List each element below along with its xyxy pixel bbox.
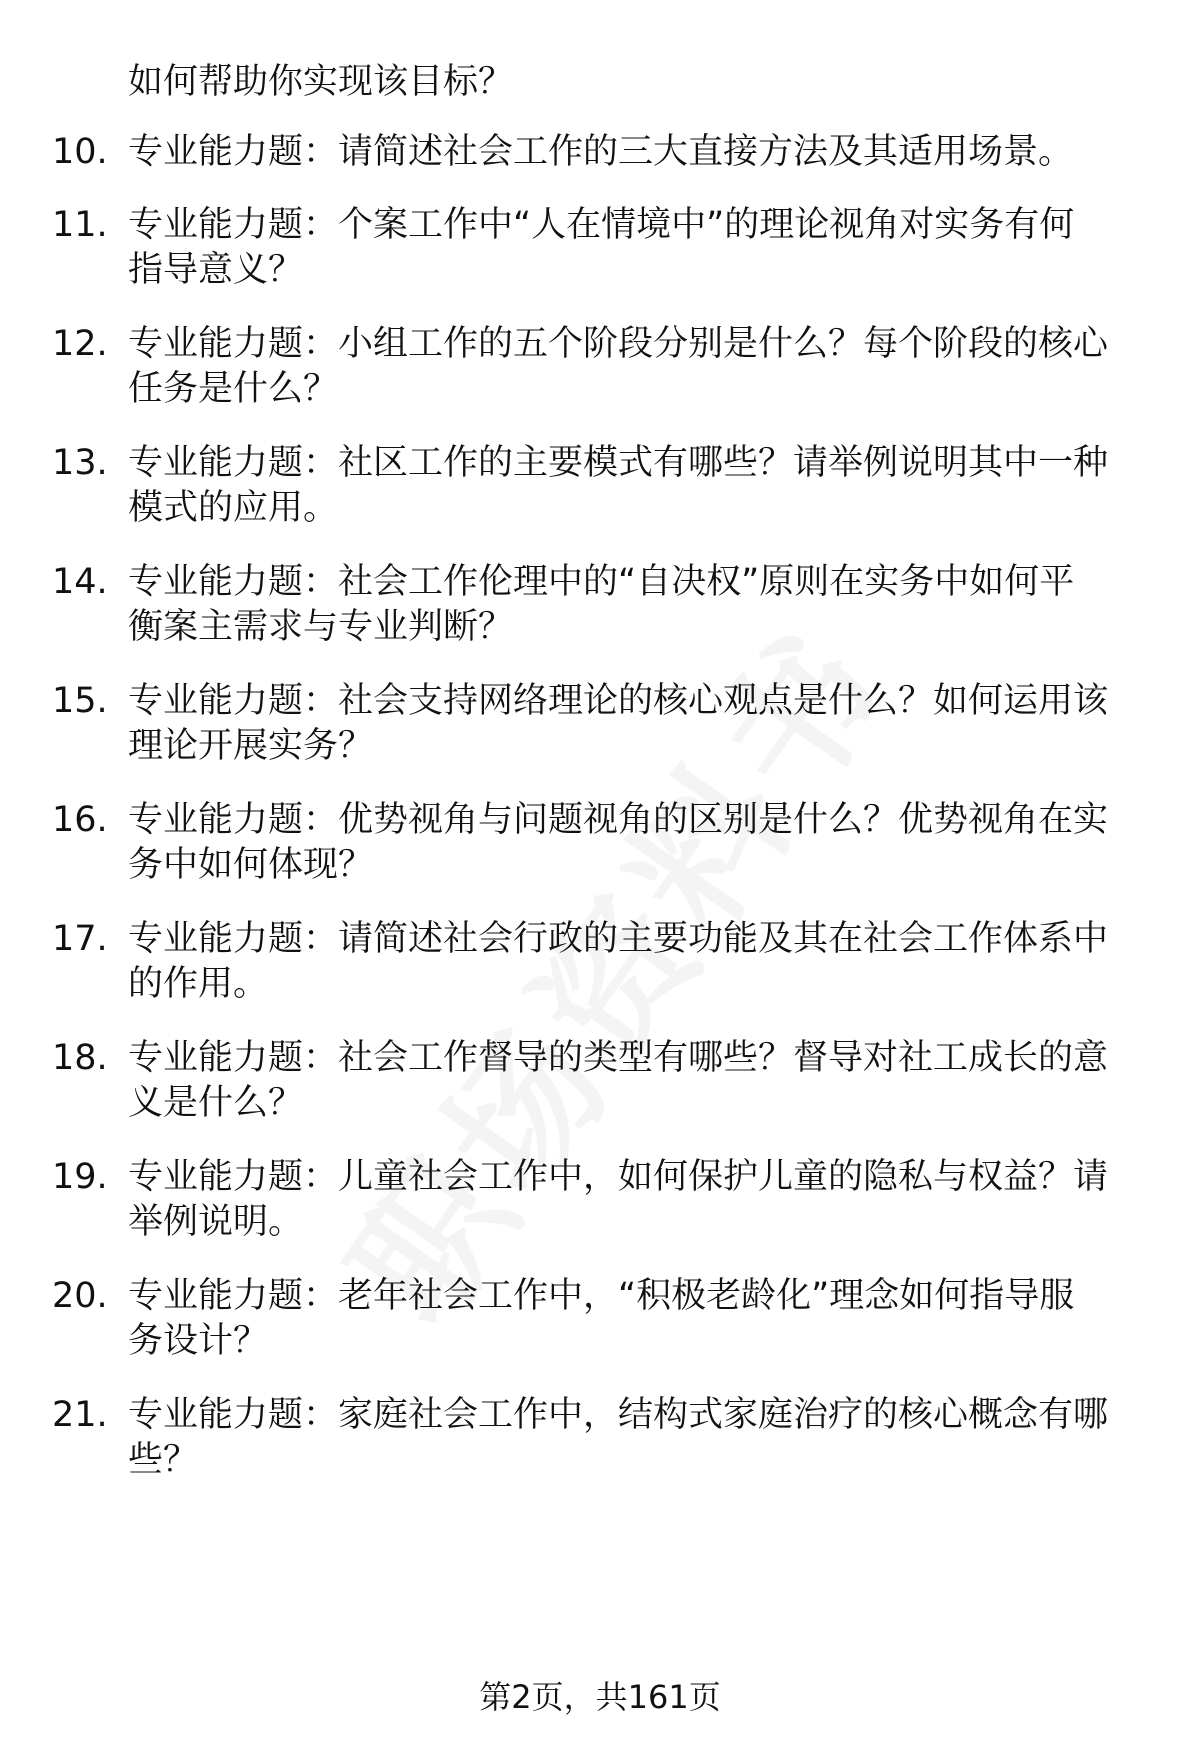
item-number: 13. [52, 443, 108, 483]
item-text-line2: 衡案主需求与专业判断？ [128, 607, 514, 647]
item-number: 12. [52, 324, 108, 364]
item-text-line2: 义是什么？ [128, 1083, 304, 1123]
item-text-line2: 举例说明。 [128, 1202, 304, 1242]
item-number: 10. [52, 132, 108, 172]
item-text-line1: 专业能力题：社区工作的主要模式有哪些？请举例说明其中一种 [128, 443, 1109, 483]
item-text-line2: 模式的应用。 [128, 488, 339, 528]
item-text-line1: 专业能力题：小组工作的五个阶段分别是什么？每个阶段的核心 [128, 324, 1109, 364]
item-number: 17. [52, 919, 108, 959]
item-text-line1: 专业能力题：家庭社会工作中，结构式家庭治疗的核心概念有哪 [128, 1395, 1109, 1435]
item-number: 18. [52, 1038, 108, 1078]
item-number: 19. [52, 1157, 108, 1197]
item-number: 11. [52, 205, 108, 245]
item-number: 15. [52, 681, 108, 721]
item-text-line1: 专业能力题：儿童社会工作中，如何保护儿童的隐私与权益？请 [128, 1157, 1109, 1197]
item-text-line1: 专业能力题：请简述社会行政的主要功能及其在社会工作体系中 [128, 919, 1109, 959]
item-text-line1: 专业能力题：社会工作督导的类型有哪些？督导对社工成长的意 [128, 1038, 1109, 1078]
item-number: 14. [52, 562, 108, 602]
item-text-line2: 任务是什么？ [128, 369, 339, 409]
continuation-text: 如何帮助你实现该目标？ [128, 62, 514, 102]
item-text-line1: 专业能力题：个案工作中“人在情境中”的理论视角对实务有何 [128, 205, 1075, 245]
item-text-line1: 专业能力题：老年社会工作中，“积极老龄化”理念如何指导服 [128, 1276, 1075, 1316]
item-number: 21. [52, 1395, 108, 1435]
item-text-line1: 专业能力题：社会支持网络理论的核心观点是什么？如何运用该 [128, 681, 1109, 721]
item-text-line2: 指导意义？ [128, 250, 304, 290]
item-text-line2: 务中如何体现？ [128, 845, 374, 885]
item-text-line2: 理论开展实务？ [128, 726, 374, 766]
item-number: 20. [52, 1276, 108, 1316]
item-text-line2: 的作用。 [128, 964, 269, 1004]
item-number: 16. [52, 800, 108, 840]
item-text-line2: 些？ [128, 1440, 199, 1480]
page-number-footer: 第2页，共161页 [479, 1678, 721, 1716]
item-text-line1: 专业能力题：社会工作伦理中的“自决权”原则在实务中如何平 [128, 562, 1075, 602]
item-text-line1: 专业能力题：请简述社会工作的三大直接方法及其适用场景。 [128, 132, 1074, 172]
item-text-line2: 务设计？ [128, 1321, 269, 1361]
item-text-line1: 专业能力题：优势视角与问题视角的区别是什么？优势视角在实 [128, 800, 1109, 840]
